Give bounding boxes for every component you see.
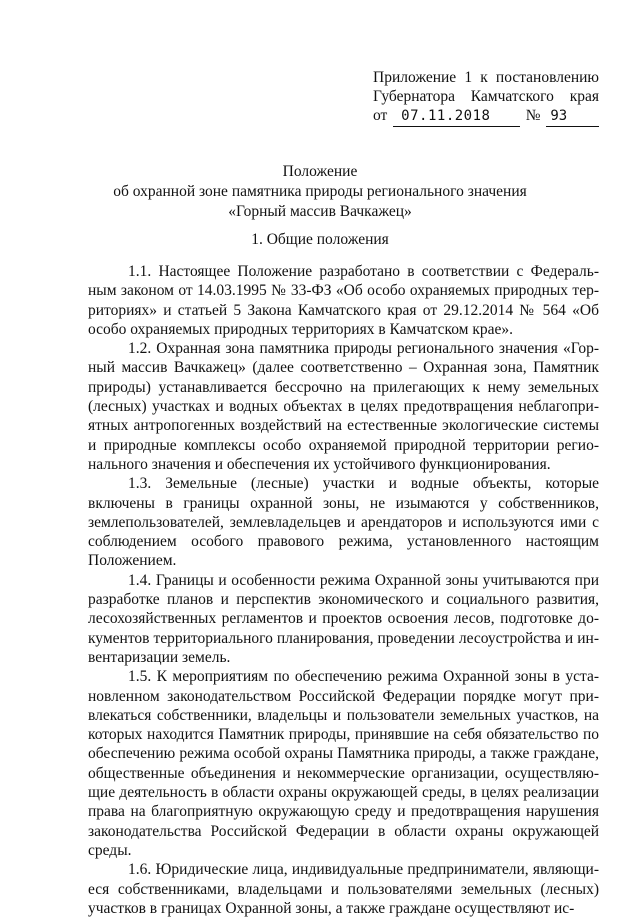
- number-value: 93: [546, 107, 599, 127]
- appendix-date-number-row: [373, 106, 599, 127]
- number-label: №: [525, 107, 541, 124]
- paragraph-1-2: 1.2. Охранная зона памятника природы регионального значения «Горный массив Вачкажец» (далее соответственно – Охранная зона, Памятник природы) устанавливается бессрочно на прилегающих к нему земельных (лесных) участках и водных объектах в целях предотвращения неблагоприятных антропогенных воздействий на естественные экологические системы и природные комплексы особо охраняемой природной территории регионального значения и обеспечения их устойчивого функционирования.: [88, 340, 599, 473]
- paragraph-1-6: 1.6. Юридические лица, индивидуальные предприниматели, являющиеся собственниками, владельцами и пользователями земельных (лесных) участков в границах Охранной зоны, а также граждане осуществляют ис-: [88, 861, 599, 917]
- paragraph-1-1: 1.1. Настоящее Положение разработано в соответствии с Федеральным законом от 14.03.1995 № 33-ФЗ «Об особо охраняемых природных территориях» и статьей 5 Закона Камчатского края от 29.12.2014 № 564 «Об особо охраняемых природных территориях в Камчатском крае».: [88, 263, 599, 338]
- paragraph-1-3: 1.3. Земельные (лесные) участки и водные объекты, которые включены в границы охранной зоны, не изымаются у собственников, землепользователей, землевладельцев и арендаторов и используются ими с соблюдением особого правового режима, установленного настоящим Положением.: [88, 475, 599, 570]
- appendix-line-2: Губернатора Камчатского края: [373, 88, 599, 105]
- section-heading: 1. Общие положения: [251, 231, 389, 248]
- date-label: от: [373, 107, 388, 124]
- date-value: 07.11.2018: [393, 107, 520, 127]
- appendix-header: [373, 68, 599, 127]
- title-line-3: «Горный массив Вачкажец»: [228, 203, 412, 220]
- appendix-line-1: Приложение 1 к постановлению: [373, 69, 599, 86]
- paragraph-1-4: 1.4. Границы и особенности режима Охранной зоны учитываются при разработке планов и перспектив экономического и социального развития, лесохозяйственных регламентов и проектов освоения лесов, подготовке документов территориального планирования, проведении лесоустройства и инвентаризации земель.: [88, 571, 599, 666]
- title-line-1: Положение: [282, 163, 358, 180]
- document-body: [88, 262, 599, 918]
- document-title: [0, 162, 640, 222]
- paragraph-1-5: 1.5. К мероприятиям по обеспечению режима Охранной зоны в установленном законодательством Российской Федерации порядке могут привлекаться собственники, владельцы и пользователи земельных участков, на которых находится Памятник природы, принявшие на себя обязательство по обеспечению режима особой охраны Памятника природы, а также граждане, общественные объединения и некоммерческие организации, осуществляющие деятельность в области охраны окружающей среды, в целях реализации права на благоприятную окружающую среду и предотвращения нарушения законодательства Российской Федерации в области охраны окружающей среды.: [88, 668, 599, 859]
- title-line-2: об охранной зоне памятника природы регионального значения: [113, 183, 527, 200]
